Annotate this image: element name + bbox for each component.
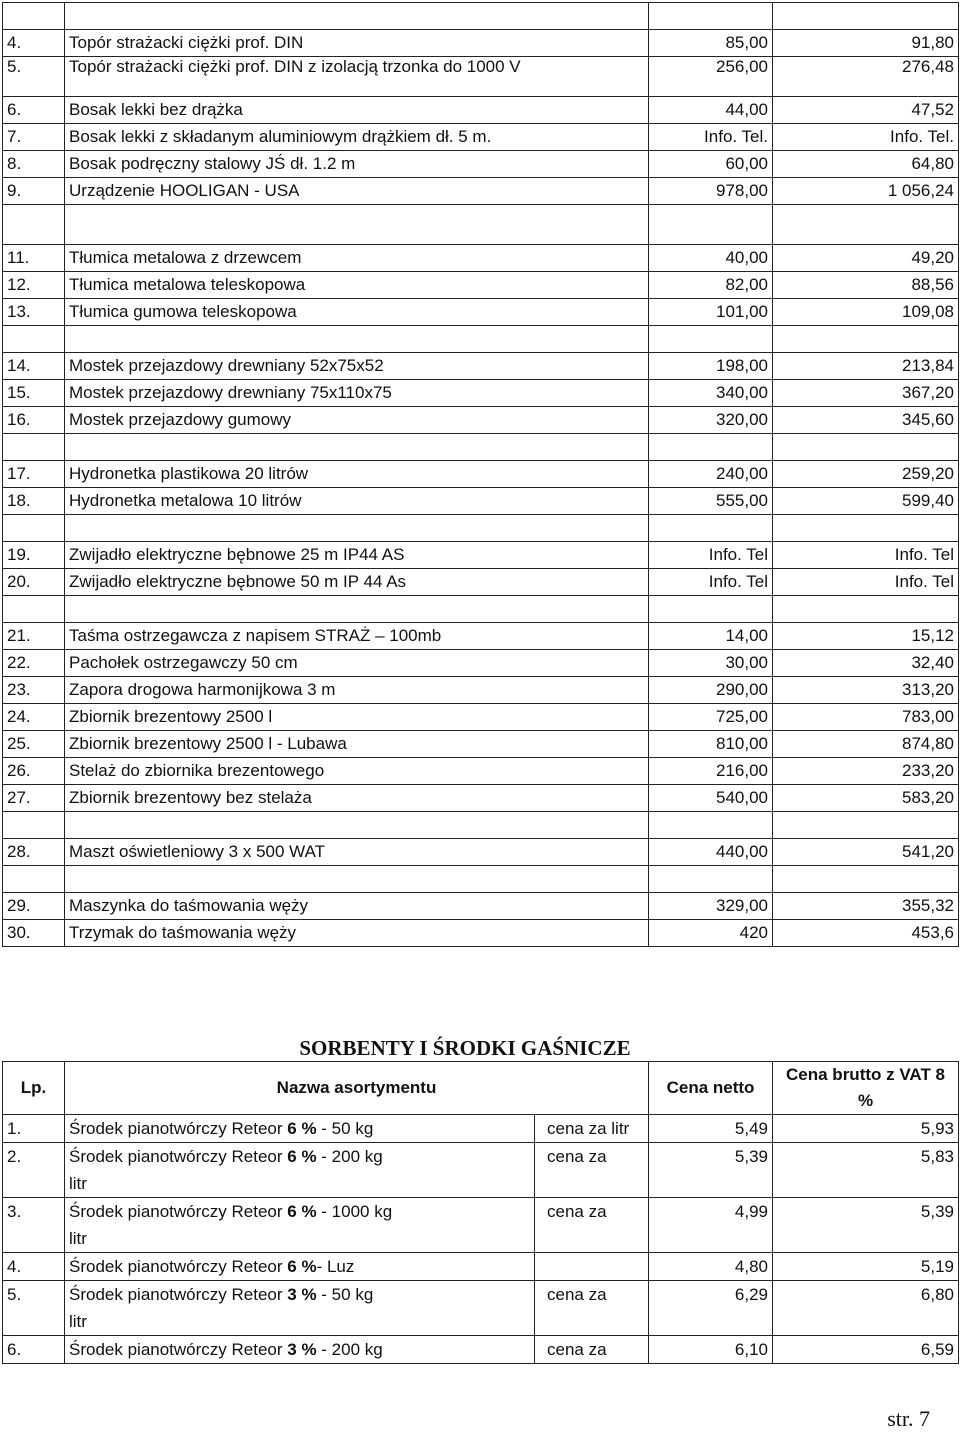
row-lp: 8. (3, 151, 65, 178)
table-row (3, 205, 959, 245)
table-row (3, 1115, 959, 1143)
table-row (3, 866, 959, 893)
row-lp: 11. (3, 245, 65, 272)
row-netto: 440,00 (649, 839, 773, 866)
row-brutto: 583,20 (773, 785, 959, 812)
row-netto: 216,00 (649, 758, 773, 785)
table-row (3, 785, 959, 812)
row-name: Urządzenie HOOLIGAN - USA (65, 178, 649, 205)
row-netto: 555,00 (649, 488, 773, 515)
concentration: 6 % (287, 1257, 317, 1276)
row-netto (649, 866, 773, 893)
row-lp: 17. (3, 461, 65, 488)
package-size: - 50 kg (316, 1285, 374, 1304)
row-lp (3, 596, 65, 623)
row-netto (649, 596, 773, 623)
row-netto: 198,00 (649, 353, 773, 380)
row-netto: Info. Tel (649, 542, 773, 569)
row-name (65, 515, 649, 542)
table-row (3, 434, 959, 461)
row-lp: 20. (3, 569, 65, 596)
row-brutto: 874,80 (773, 731, 959, 758)
product-name: Środek pianotwórczy Reteor (69, 1257, 288, 1276)
row-name (65, 205, 649, 245)
package-size: - 50 kg (316, 1119, 374, 1138)
row-name: Mostek przejazdowy gumowy (65, 407, 649, 434)
table-row (3, 1281, 959, 1336)
row-name: Topór strażacki ciężki prof. DIN (65, 30, 649, 57)
row-name: Hydronetka metalowa 10 litrów (65, 488, 649, 515)
row-name: Zwijadło elektryczne bębnowe 25 m IP44 AS (65, 542, 649, 569)
row-lp: 13. (3, 299, 65, 326)
sorbents-table (2, 1061, 959, 1364)
row-brutto: 109,08 (773, 299, 959, 326)
row-netto: 540,00 (649, 785, 773, 812)
row-name: Taśma ostrzegawcza z napisem STRAŻ – 100mb (65, 623, 649, 650)
row-lp: 4. (3, 30, 65, 57)
row-brutto: 213,84 (773, 353, 959, 380)
row-lp: 28. (3, 839, 65, 866)
table-row (3, 380, 959, 407)
table-row (3, 488, 959, 515)
row-netto: 256,00 (649, 57, 773, 97)
row-brutto: 313,20 (773, 677, 959, 704)
table-row (3, 124, 959, 151)
row-lp: 3. (3, 1198, 65, 1253)
package-size: - Luz (316, 1257, 355, 1276)
row-brutto: 5,19 (773, 1253, 959, 1281)
row-brutto (773, 205, 959, 245)
row-netto: 290,00 (649, 677, 773, 704)
row-name: Mostek przejazdowy drewniany 52x75x52 (65, 353, 649, 380)
row-brutto (773, 326, 959, 353)
row-lp: 5. (3, 1281, 65, 1336)
row-unit: cena za litr (535, 1115, 649, 1143)
row-netto: 320,00 (649, 407, 773, 434)
product-name: Środek pianotwórczy Reteor (69, 1340, 288, 1359)
table-row (3, 3, 959, 30)
row-netto: Info. Tel. (649, 124, 773, 151)
concentration: 6 % (287, 1202, 317, 1221)
row-unit: cena za (535, 1281, 649, 1336)
row-lp: 4. (3, 1253, 65, 1281)
unit-wrap: litr (69, 1229, 87, 1248)
row-brutto: 1 056,24 (773, 178, 959, 205)
product-name: Środek pianotwórczy Reteor (69, 1119, 288, 1138)
package-size: - 1000 kg (316, 1202, 393, 1221)
row-name: Zbiornik brezentowy 2500 l - Lubawa (65, 731, 649, 758)
row-name (65, 1336, 535, 1364)
row-unit: cena za (535, 1336, 649, 1364)
row-name (65, 866, 649, 893)
table-row (3, 1143, 959, 1198)
row-netto (649, 205, 773, 245)
row-brutto: 5,83 (773, 1143, 959, 1198)
row-name (65, 1115, 535, 1143)
row-name (65, 1253, 535, 1281)
row-brutto: 49,20 (773, 245, 959, 272)
row-lp: 18. (3, 488, 65, 515)
row-lp: 27. (3, 785, 65, 812)
row-brutto: 367,20 (773, 380, 959, 407)
row-lp: 2. (3, 1143, 65, 1198)
concentration: 3 % (287, 1285, 317, 1304)
row-lp: 15. (3, 380, 65, 407)
row-netto: 82,00 (649, 272, 773, 299)
row-netto: 5,39 (649, 1143, 773, 1198)
row-netto: 44,00 (649, 97, 773, 124)
table-row (3, 839, 959, 866)
row-brutto (773, 515, 959, 542)
table-row (3, 178, 959, 205)
table-row (3, 623, 959, 650)
row-lp (3, 866, 65, 893)
row-lp: 12. (3, 272, 65, 299)
row-netto (649, 3, 773, 30)
row-lp: 19. (3, 542, 65, 569)
row-lp (3, 434, 65, 461)
row-name (65, 3, 649, 30)
row-brutto (773, 434, 959, 461)
row-netto: 6,29 (649, 1281, 773, 1336)
package-size: - 200 kg (316, 1340, 383, 1359)
header-lp: Lp. (3, 1062, 65, 1115)
table-row (3, 326, 959, 353)
row-name (65, 1143, 535, 1198)
table-row (3, 515, 959, 542)
row-brutto: 783,00 (773, 704, 959, 731)
row-brutto: 599,40 (773, 488, 959, 515)
row-brutto: 233,20 (773, 758, 959, 785)
row-name: Maszynka do taśmowania węży (65, 893, 649, 920)
product-name: Środek pianotwórczy Reteor (69, 1285, 288, 1304)
table-row (3, 650, 959, 677)
row-name (65, 1198, 535, 1253)
row-name: Tłumica metalowa z drzewcem (65, 245, 649, 272)
row-netto (649, 812, 773, 839)
table-header-row (3, 1062, 959, 1115)
row-lp: 30. (3, 920, 65, 947)
row-name (65, 1281, 535, 1336)
row-brutto: 47,52 (773, 97, 959, 124)
row-lp (3, 3, 65, 30)
row-brutto: 91,80 (773, 30, 959, 57)
row-netto: 240,00 (649, 461, 773, 488)
table-row (3, 731, 959, 758)
row-name: Tłumica gumowa teleskopowa (65, 299, 649, 326)
row-name: Pachołek ostrzegawczy 50 cm (65, 650, 649, 677)
table-row (3, 893, 959, 920)
row-netto: 30,00 (649, 650, 773, 677)
row-brutto: 453,6 (773, 920, 959, 947)
table-row (3, 461, 959, 488)
row-netto: 725,00 (649, 704, 773, 731)
table-row (3, 812, 959, 839)
row-brutto (773, 596, 959, 623)
row-netto: 420 (649, 920, 773, 947)
header-name: Nazwa asortymentu (65, 1062, 649, 1115)
row-netto: 40,00 (649, 245, 773, 272)
row-lp: 25. (3, 731, 65, 758)
section-title: SORBENTY I ŚRODKI GAŚNICZE (299, 1036, 631, 1060)
row-name: Zwijadło elektryczne bębnowe 50 m IP 44 As (65, 569, 649, 596)
row-lp: 26. (3, 758, 65, 785)
row-netto: 978,00 (649, 178, 773, 205)
table-row (3, 353, 959, 380)
price-table (2, 2, 959, 947)
table-row (3, 299, 959, 326)
table-row (3, 758, 959, 785)
row-lp: 21. (3, 623, 65, 650)
table-row (3, 407, 959, 434)
row-lp: 24. (3, 704, 65, 731)
table-row (3, 1336, 959, 1364)
table-row (3, 569, 959, 596)
row-netto: 60,00 (649, 151, 773, 178)
row-netto: 101,00 (649, 299, 773, 326)
row-name: Bosak podręczny stalowy JŚ dł. 1.2 m (65, 151, 649, 178)
row-lp: 29. (3, 893, 65, 920)
table-row (3, 30, 959, 57)
row-brutto (773, 866, 959, 893)
row-brutto: Info. Tel (773, 569, 959, 596)
table-row (3, 1198, 959, 1253)
row-name (65, 434, 649, 461)
row-netto (649, 434, 773, 461)
row-netto: 85,00 (649, 30, 773, 57)
row-brutto: Info. Tel (773, 542, 959, 569)
row-netto (649, 326, 773, 353)
table-row (3, 920, 959, 947)
table-row (3, 1253, 959, 1281)
row-netto: 4,99 (649, 1198, 773, 1253)
row-name (65, 812, 649, 839)
row-brutto: 355,32 (773, 893, 959, 920)
row-name: Maszt oświetleniowy 3 x 500 WAT (65, 839, 649, 866)
page-number: str. 7 (887, 1406, 930, 1431)
row-netto: 329,00 (649, 893, 773, 920)
table-row (3, 596, 959, 623)
row-lp: 6. (3, 1336, 65, 1364)
row-netto: 14,00 (649, 623, 773, 650)
row-netto: 810,00 (649, 731, 773, 758)
row-brutto: 15,12 (773, 623, 959, 650)
table-row (3, 272, 959, 299)
table-row (3, 542, 959, 569)
row-brutto (773, 812, 959, 839)
unit-wrap: litr (69, 1174, 87, 1193)
row-brutto: 6,80 (773, 1281, 959, 1336)
row-name (65, 596, 649, 623)
row-name: Zbiornik brezentowy 2500 l (65, 704, 649, 731)
row-netto: 5,49 (649, 1115, 773, 1143)
row-lp: 1. (3, 1115, 65, 1143)
row-brutto: 32,40 (773, 650, 959, 677)
row-name: Stelaż do zbiornika brezentowego (65, 758, 649, 785)
table-row (3, 704, 959, 731)
row-name: Tłumica metalowa teleskopowa (65, 272, 649, 299)
row-brutto: 64,80 (773, 151, 959, 178)
row-lp (3, 326, 65, 353)
row-name: Bosak lekki z składanym aluminiowym drążkiem dł. 5 m. (65, 124, 649, 151)
product-name: Środek pianotwórczy Reteor (69, 1147, 288, 1166)
row-name: Trzymak do taśmowania węży (65, 920, 649, 947)
concentration: 6 % (287, 1147, 317, 1166)
row-name (65, 326, 649, 353)
row-name: Zbiornik brezentowy bez stelaża (65, 785, 649, 812)
row-brutto: 6,59 (773, 1336, 959, 1364)
unit-wrap: litr (69, 1312, 87, 1331)
row-brutto: 88,56 (773, 272, 959, 299)
row-lp (3, 515, 65, 542)
table-row (3, 57, 959, 97)
row-lp: 16. (3, 407, 65, 434)
row-lp: 14. (3, 353, 65, 380)
table-row (3, 245, 959, 272)
product-name: Środek pianotwórczy Reteor (69, 1202, 288, 1221)
row-netto: 6,10 (649, 1336, 773, 1364)
table-row (3, 97, 959, 124)
table-row (3, 677, 959, 704)
concentration: 6 % (287, 1119, 317, 1138)
row-unit: cena za (535, 1143, 649, 1198)
row-brutto (773, 3, 959, 30)
row-brutto: 5,39 (773, 1198, 959, 1253)
row-name: Bosak lekki bez drążka (65, 97, 649, 124)
row-netto: Info. Tel (649, 569, 773, 596)
row-brutto: 259,20 (773, 461, 959, 488)
concentration: 3 % (287, 1340, 317, 1359)
row-lp: 6. (3, 97, 65, 124)
row-name: Topór strażacki ciężki prof. DIN z izolacją trzonka do 1000 V (65, 57, 649, 97)
row-netto: 340,00 (649, 380, 773, 407)
row-unit: cena za (535, 1198, 649, 1253)
row-lp (3, 812, 65, 839)
row-unit (535, 1253, 649, 1281)
row-netto: 4,80 (649, 1253, 773, 1281)
row-lp: 22. (3, 650, 65, 677)
package-size: - 200 kg (316, 1147, 383, 1166)
row-lp: 23. (3, 677, 65, 704)
row-brutto: 276,48 (773, 57, 959, 97)
row-name: Zapora drogowa harmonijkowa 3 m (65, 677, 649, 704)
row-name: Mostek przejazdowy drewniany 75x110x75 (65, 380, 649, 407)
table-row (3, 151, 959, 178)
row-netto (649, 515, 773, 542)
row-lp: 7. (3, 124, 65, 151)
header-brutto: Cena brutto z VAT 8 % (773, 1062, 959, 1115)
row-lp (3, 205, 65, 245)
row-lp: 5. (3, 57, 65, 97)
row-brutto: 541,20 (773, 839, 959, 866)
row-brutto: Info. Tel. (773, 124, 959, 151)
header-netto: Cena netto (649, 1062, 773, 1115)
row-lp: 9. (3, 178, 65, 205)
row-name: Hydronetka plastikowa 20 litrów (65, 461, 649, 488)
row-brutto: 5,93 (773, 1115, 959, 1143)
row-brutto: 345,60 (773, 407, 959, 434)
